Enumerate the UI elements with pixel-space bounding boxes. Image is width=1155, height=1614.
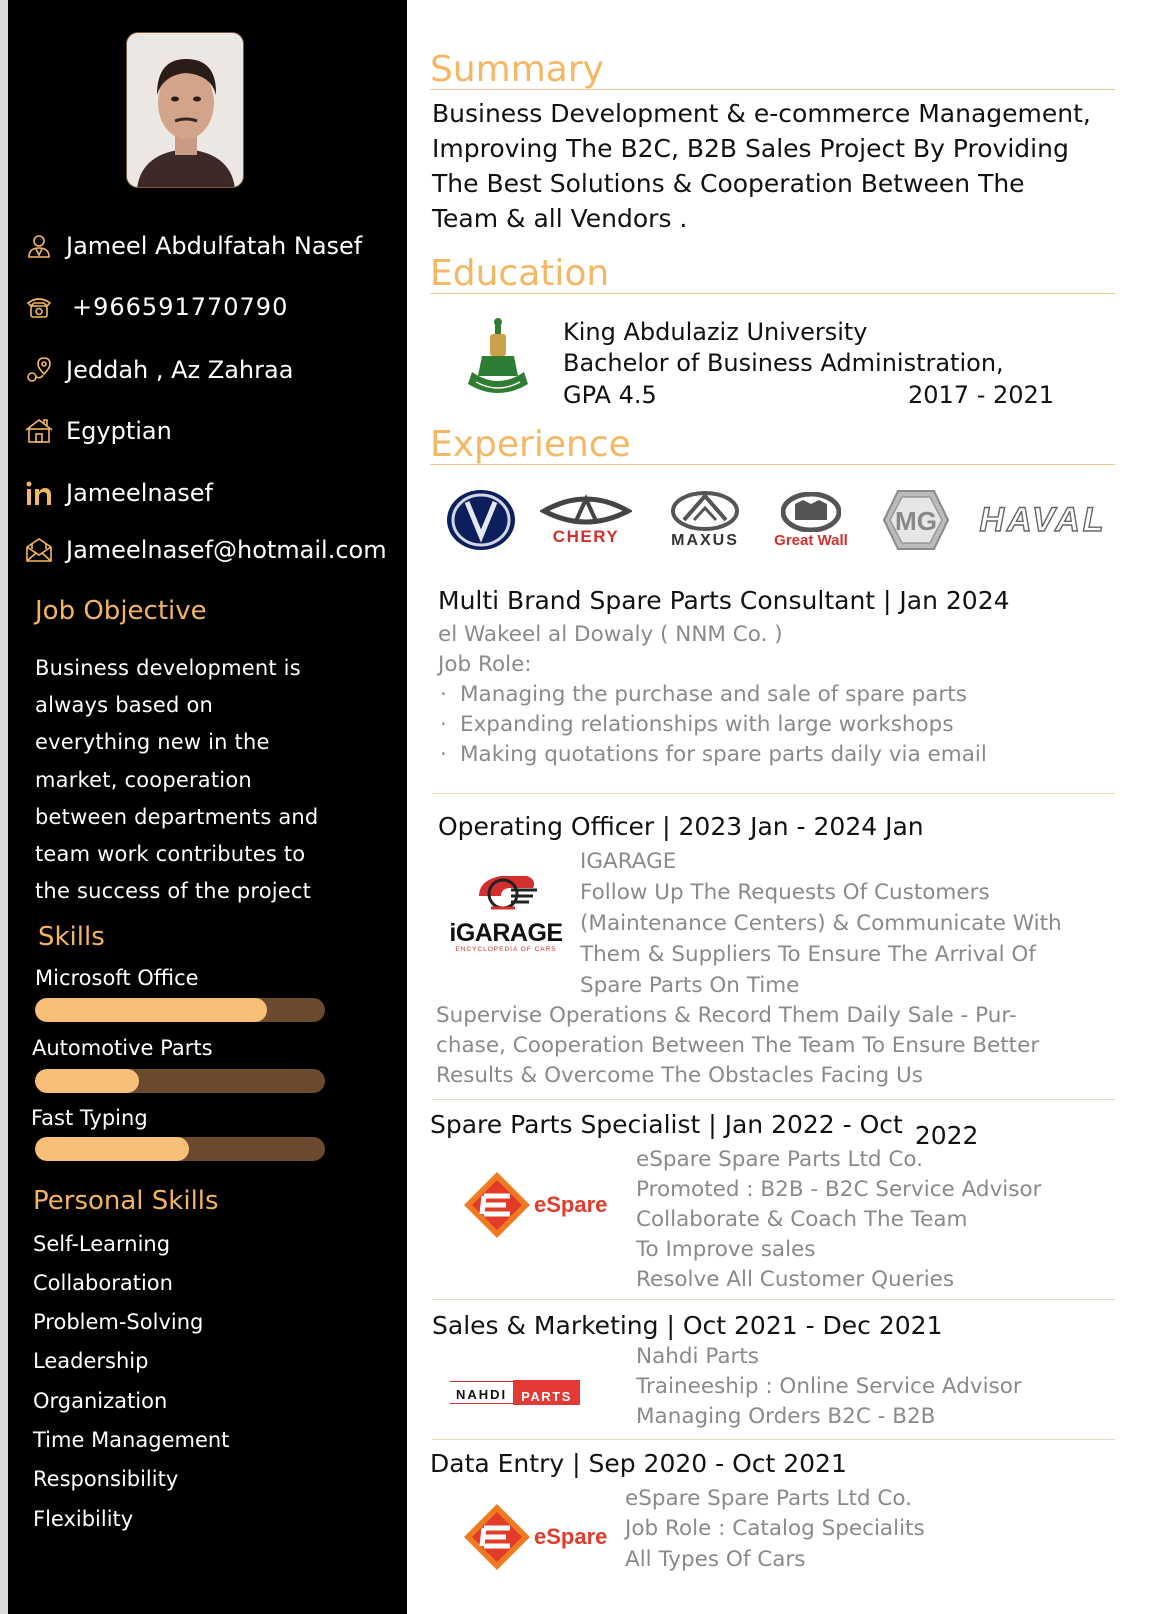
email-text[interactable]: Jameelnasef@hotmail.com bbox=[66, 536, 387, 564]
igarage-logo bbox=[444, 866, 568, 953]
maxus-wordmark: MAXUS bbox=[671, 532, 739, 549]
linkedin-icon bbox=[22, 478, 56, 508]
linkedin-text[interactable]: Jameelnasef bbox=[66, 479, 213, 507]
job-detail: eSpare Spare Parts Ltd Co. bbox=[625, 1486, 913, 1511]
nationality-text: Egyptian bbox=[66, 417, 172, 445]
summary-line: Team & all Vendors . bbox=[432, 204, 688, 233]
igarage-car-icon bbox=[471, 866, 541, 916]
personal-skill: Responsibility bbox=[33, 1467, 179, 1491]
igarage-tagline: ENCYCLOPEDIA OF CARS bbox=[455, 946, 557, 953]
haval-logo bbox=[968, 484, 1118, 556]
espare-wordmark: eSpare bbox=[534, 1524, 608, 1549]
skill-name: Microsoft Office bbox=[35, 966, 199, 990]
skills-heading: Skills bbox=[38, 922, 105, 952]
contact-phone bbox=[22, 292, 288, 322]
job-detail: Follow Up The Requests Of Customers bbox=[580, 880, 990, 905]
objective-line: everything new in the bbox=[35, 730, 270, 755]
personal-skill: Problem-Solving bbox=[33, 1310, 204, 1334]
objective-line: market, cooperation bbox=[35, 767, 252, 792]
gpa: GPA 4.5 bbox=[563, 381, 657, 409]
chery-logo bbox=[536, 484, 636, 556]
education-years: 2017 - 2021 bbox=[908, 381, 1055, 409]
skill-bar bbox=[35, 1069, 325, 1093]
summary-text bbox=[432, 96, 1122, 236]
job-detail: Results & Overcome The Obstacles Facing Us bbox=[436, 1063, 923, 1088]
chery-emblem-icon bbox=[540, 493, 632, 527]
objective-line: the success of the project bbox=[35, 879, 312, 904]
job-bullet: · Managing the purchase and sale of spare parts bbox=[440, 682, 967, 707]
person-icon bbox=[22, 231, 56, 261]
contact-email[interactable] bbox=[22, 535, 387, 565]
job-company: el Wakeel al Dowaly ( NNM Co. ) bbox=[438, 622, 783, 647]
job-bullet: · Expanding relationships with large workshops bbox=[440, 712, 954, 737]
job-title: Multi Brand Spare Parts Consultant | Jan 2024 bbox=[438, 586, 1010, 615]
job-detail: To Improve sales bbox=[636, 1237, 816, 1262]
section-divider bbox=[432, 1299, 1115, 1300]
mg-logo bbox=[880, 484, 952, 556]
personal-skill: Time Management bbox=[33, 1428, 230, 1452]
great-wall-emblem-icon bbox=[781, 492, 841, 532]
job-detail: Supervise Operations & Record Them Daily Sale - Pur- bbox=[436, 1003, 1017, 1028]
job-detail: Job Role : Catalog Specialits bbox=[625, 1516, 925, 1541]
skill-bar bbox=[35, 998, 325, 1022]
phone-text: +966591770790 bbox=[72, 293, 289, 321]
job-bullet: · Making quotations for spare parts daily via email bbox=[440, 742, 987, 767]
job-detail: (Maintenance Centers) & Communicate With bbox=[580, 911, 1062, 936]
personal-skill: Collaboration bbox=[33, 1271, 173, 1295]
job-title bbox=[430, 1110, 979, 1150]
job-detail: Resolve All Customer Queries bbox=[636, 1267, 955, 1292]
job-detail: Nahdi Parts bbox=[636, 1344, 759, 1369]
contact-location bbox=[22, 355, 293, 385]
experience-heading: Experience bbox=[430, 427, 1115, 465]
section-divider bbox=[432, 1439, 1115, 1440]
sidebar bbox=[8, 0, 407, 1614]
igarage-wordmark: iGARAGE bbox=[449, 919, 563, 947]
job-title: Data Entry | Sep 2020 - Oct 2021 bbox=[430, 1449, 847, 1478]
job-title-main: Spare Parts Specialist | Jan 2022 - Oct bbox=[430, 1110, 903, 1139]
skill-name: Automotive Parts bbox=[32, 1036, 213, 1060]
maxus-logo bbox=[655, 484, 755, 556]
location-pin-icon bbox=[22, 355, 56, 385]
university-logo bbox=[462, 316, 534, 410]
haval-wordmark: HAVAL bbox=[979, 500, 1107, 539]
contact-name bbox=[22, 231, 362, 261]
espare-logo bbox=[462, 1170, 607, 1240]
name-text: Jameel Abdulfatah Nasef bbox=[66, 232, 363, 260]
university-name: King Abdulaziz University bbox=[563, 318, 868, 346]
summary-line: The Best Solutions & Cooperation Between The bbox=[432, 169, 1025, 198]
espare-logo bbox=[462, 1502, 607, 1572]
profile-photo bbox=[126, 32, 244, 188]
personal-skill: Flexibility bbox=[33, 1507, 134, 1531]
skill-name: Fast Typing bbox=[31, 1106, 148, 1130]
great-wall-wordmark: Great Wall bbox=[774, 531, 848, 549]
job-title-tail: 2022 bbox=[914, 1121, 979, 1150]
page-edge bbox=[0, 0, 8, 1614]
job-objective-text bbox=[35, 650, 365, 910]
job-title: Operating Officer | 2023 Jan - 2024 Jan bbox=[438, 812, 924, 841]
skill-bar bbox=[35, 1137, 325, 1161]
espare-diamond-icon bbox=[462, 1170, 532, 1240]
job-detail: All Types Of Cars bbox=[625, 1547, 806, 1572]
job-company: IGARAGE bbox=[580, 849, 677, 874]
job-detail: Them & Suppliers To Ensure The Arrival Of bbox=[580, 942, 1036, 967]
nahdi-parts-badge: PARTS bbox=[513, 1380, 580, 1405]
objective-line: Business development is bbox=[35, 656, 301, 680]
summary-line: Improving The B2C, B2B Sales Project By Providing bbox=[432, 134, 1069, 163]
skill-bar-fill bbox=[35, 998, 267, 1022]
espare-diamond-icon bbox=[462, 1502, 532, 1572]
skill-bar-fill bbox=[35, 1069, 139, 1093]
job-title: Sales & Marketing | Oct 2021 - Dec 2021 bbox=[432, 1311, 943, 1340]
espare-wordmark: eSpare bbox=[534, 1192, 608, 1217]
job-role-label: Job Role: bbox=[438, 652, 532, 677]
objective-line: between departments and bbox=[35, 804, 319, 829]
maxus-emblem-icon bbox=[670, 490, 740, 532]
section-divider bbox=[432, 1099, 1115, 1100]
skill-bar-fill bbox=[35, 1137, 189, 1161]
education-heading: Education bbox=[430, 256, 1115, 294]
personal-skill: Self-Learning bbox=[33, 1232, 171, 1256]
svg-text:MG: MG bbox=[895, 506, 937, 536]
nahdi-wordmark: NAHDI bbox=[450, 1381, 513, 1404]
objective-line: always based on bbox=[35, 693, 214, 718]
job-detail: chase, Cooperation Between The Team To Ensure Better bbox=[436, 1033, 1040, 1058]
job-detail: Traineeship : Online Service Advisor bbox=[636, 1374, 1022, 1399]
chery-wordmark: CHERY bbox=[552, 527, 620, 546]
contact-nationality bbox=[22, 416, 172, 446]
personal-skill: Organization bbox=[33, 1389, 168, 1413]
personal-skill: Leadership bbox=[33, 1349, 149, 1373]
job-detail: Managing Orders B2C - B2B bbox=[636, 1404, 936, 1429]
summary-heading: Summary bbox=[430, 52, 1115, 90]
job-objective-heading: Job Objective bbox=[35, 596, 207, 626]
personal-skills-heading: Personal Skills bbox=[33, 1186, 219, 1216]
phone-icon bbox=[22, 292, 56, 322]
home-icon bbox=[22, 416, 56, 446]
great-wall-logo bbox=[765, 484, 857, 556]
objective-line: team work contributes to bbox=[35, 842, 306, 867]
location-text: Jeddah , Az Zahraa bbox=[66, 356, 294, 384]
summary-line: Business Development & e-commerce Management, bbox=[432, 99, 1091, 128]
job-detail: Promoted : B2B - B2C Service Advisor bbox=[636, 1177, 1042, 1202]
job-detail: eSpare Spare Parts Ltd Co. bbox=[636, 1147, 924, 1172]
job-detail: Spare Parts On Time bbox=[580, 973, 800, 998]
contact-linkedin[interactable] bbox=[22, 478, 213, 508]
email-icon bbox=[22, 535, 56, 565]
job-detail: Collaborate & Coach The Team bbox=[636, 1207, 968, 1232]
section-divider bbox=[432, 793, 1115, 794]
changan-logo bbox=[443, 484, 519, 556]
degree: Bachelor of Business Administration, bbox=[563, 349, 1004, 377]
nahdi-logo bbox=[450, 1380, 580, 1405]
